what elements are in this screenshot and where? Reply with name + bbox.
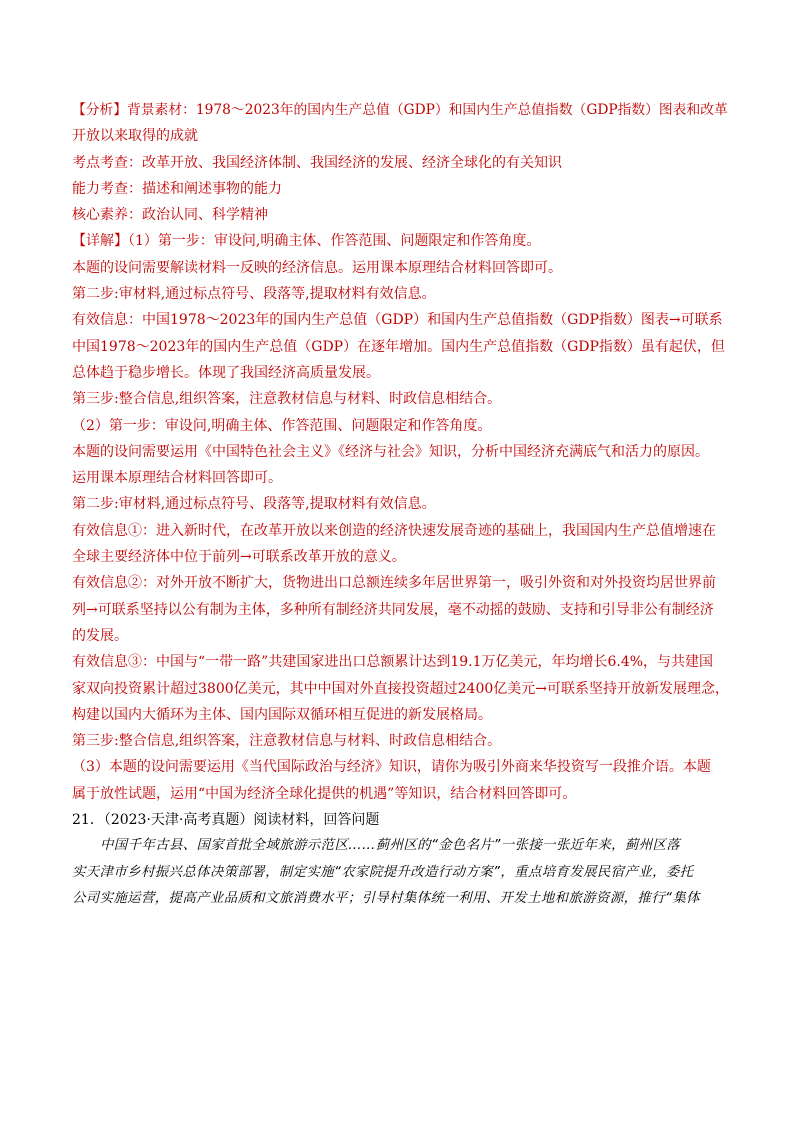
text-line: 属于放性试题，运用“中国为经济全球化提供的机遇”等知识，结合材料回答即可。 [72, 785, 577, 802]
text-line: 第二步:审材料,通过标点符号、段落等,提取材料有效信息。 [72, 286, 436, 303]
text-line: 有效信息②：对外开放不断扩大，货物进出口总额连续多年居世界第一，吸引外资和对外投资均居世界前 [72, 575, 716, 592]
text-line: 家双向投资累计超过3800亿美元，其中中国对外直接投资超过2400亿美元→可联系坚持开放新发展理念， [72, 680, 729, 697]
passage-line: 实天津市乡村振兴总体决策部署，制定实施“农家院提升改造行动方案”，重点培育发展民宿产业，委托 [72, 864, 694, 880]
text-line: 第三步:整合信息,组织答案，注意教材信息与材料、时政信息相结合。 [72, 391, 502, 408]
passage-line: 中国千年古县、国家首批全域旅游示范区……蓟州区的“金色名片”一张接一张近年来，蓟州区落 [100, 838, 681, 854]
text-line: 本题的设问需要运用《中国特色社会主义》《经济与社会》知识，分析中国经济充满底气和活力的原因。 [72, 443, 709, 460]
text-line: 有效信息：中国1978～2023年的国内生产总值（GDP）和国内生产总值指数（GDP指数）图表→可联系 [72, 312, 723, 329]
text-line: （2）第一步：审设问,明确主体、作答范围、问题限定和作答角度。 [72, 417, 492, 434]
text-line: 的发展。 [72, 627, 128, 644]
text-line: 考点考查：改革开放、我国经济体制、我国经济的发展、经济全球化的有关知识 [72, 154, 562, 171]
text-line: 有效信息①：进入新时代，在改革开放以来创造的经济快速发展奇迹的基础上，我国国内生产总值增速在 [72, 522, 716, 539]
answer-analysis [72, 97, 732, 912]
text-line: 运用课本原理结合材料回答即可。 [72, 470, 282, 487]
text-line: 第二步:审材料,通过标点符号、段落等,提取材料有效信息。 [72, 496, 436, 513]
passage-line: 公司实施运营，提高产业品质和文旅消费水平；引导村集体统一利用、开发土地和旅游资源，推行“集体 [72, 890, 700, 906]
text-line: 有效信息③：中国与“一带一路”共建国家进出口总额累计达到19.1万亿美元，年均增长6.4%，与共建国 [72, 654, 714, 671]
text-line: 总体趋于稳步增长。体现了我国经济高质量发展。 [72, 364, 380, 381]
text-line: 全球主要经济体中位于前列→可联系改革开放的意义。 [72, 549, 406, 566]
reading-passage [72, 833, 732, 912]
text-line: 构建以国内大循环为主体、国内国际双循环相互促进的新发展格局。 [72, 706, 492, 723]
text-line: 中国1978～2023年的国内生产总值（GDP）在逐年增加。国内生产总值指数（GDP指数）虽有起伏，但 [72, 338, 725, 355]
text-line: 本题的设问需要解读材料一反映的经济信息。运用课本原理结合材料回答即可。 [72, 259, 562, 276]
text-line: 核心素养：政治认同、科学精神 [72, 207, 268, 224]
text-line: 开放以来取得的成就 [72, 128, 198, 145]
text-line: 第三步:整合信息,组织答案，注意教材信息与材料、时政信息相结合。 [72, 733, 502, 750]
text-line: 【分析】背景素材：1978～2023年的国内生产总值（GDP）和国内生产总值指数（GDP指数）图表和改革 [72, 102, 728, 118]
text-line: 列→可联系坚持以公有制为主体，多种所有制经济共同发展，毫不动摇的鼓励、支持和引导非公有制经济 [72, 601, 714, 618]
text-line: 【详解】（1）第一步：审设问,明确主体、作答范围、问题限定和作答角度。 [72, 233, 541, 250]
question-heading: 21．（2023·天津·高考真题）阅读材料，回答问题 [72, 812, 380, 829]
text-line: （3）本题的设问需要运用《当代国际政治与经济》知识，请你为吸引外商来华投资写一段推介语。本题 [72, 759, 711, 776]
text-line: 能力考查：描述和阐述事物的能力 [72, 180, 282, 197]
